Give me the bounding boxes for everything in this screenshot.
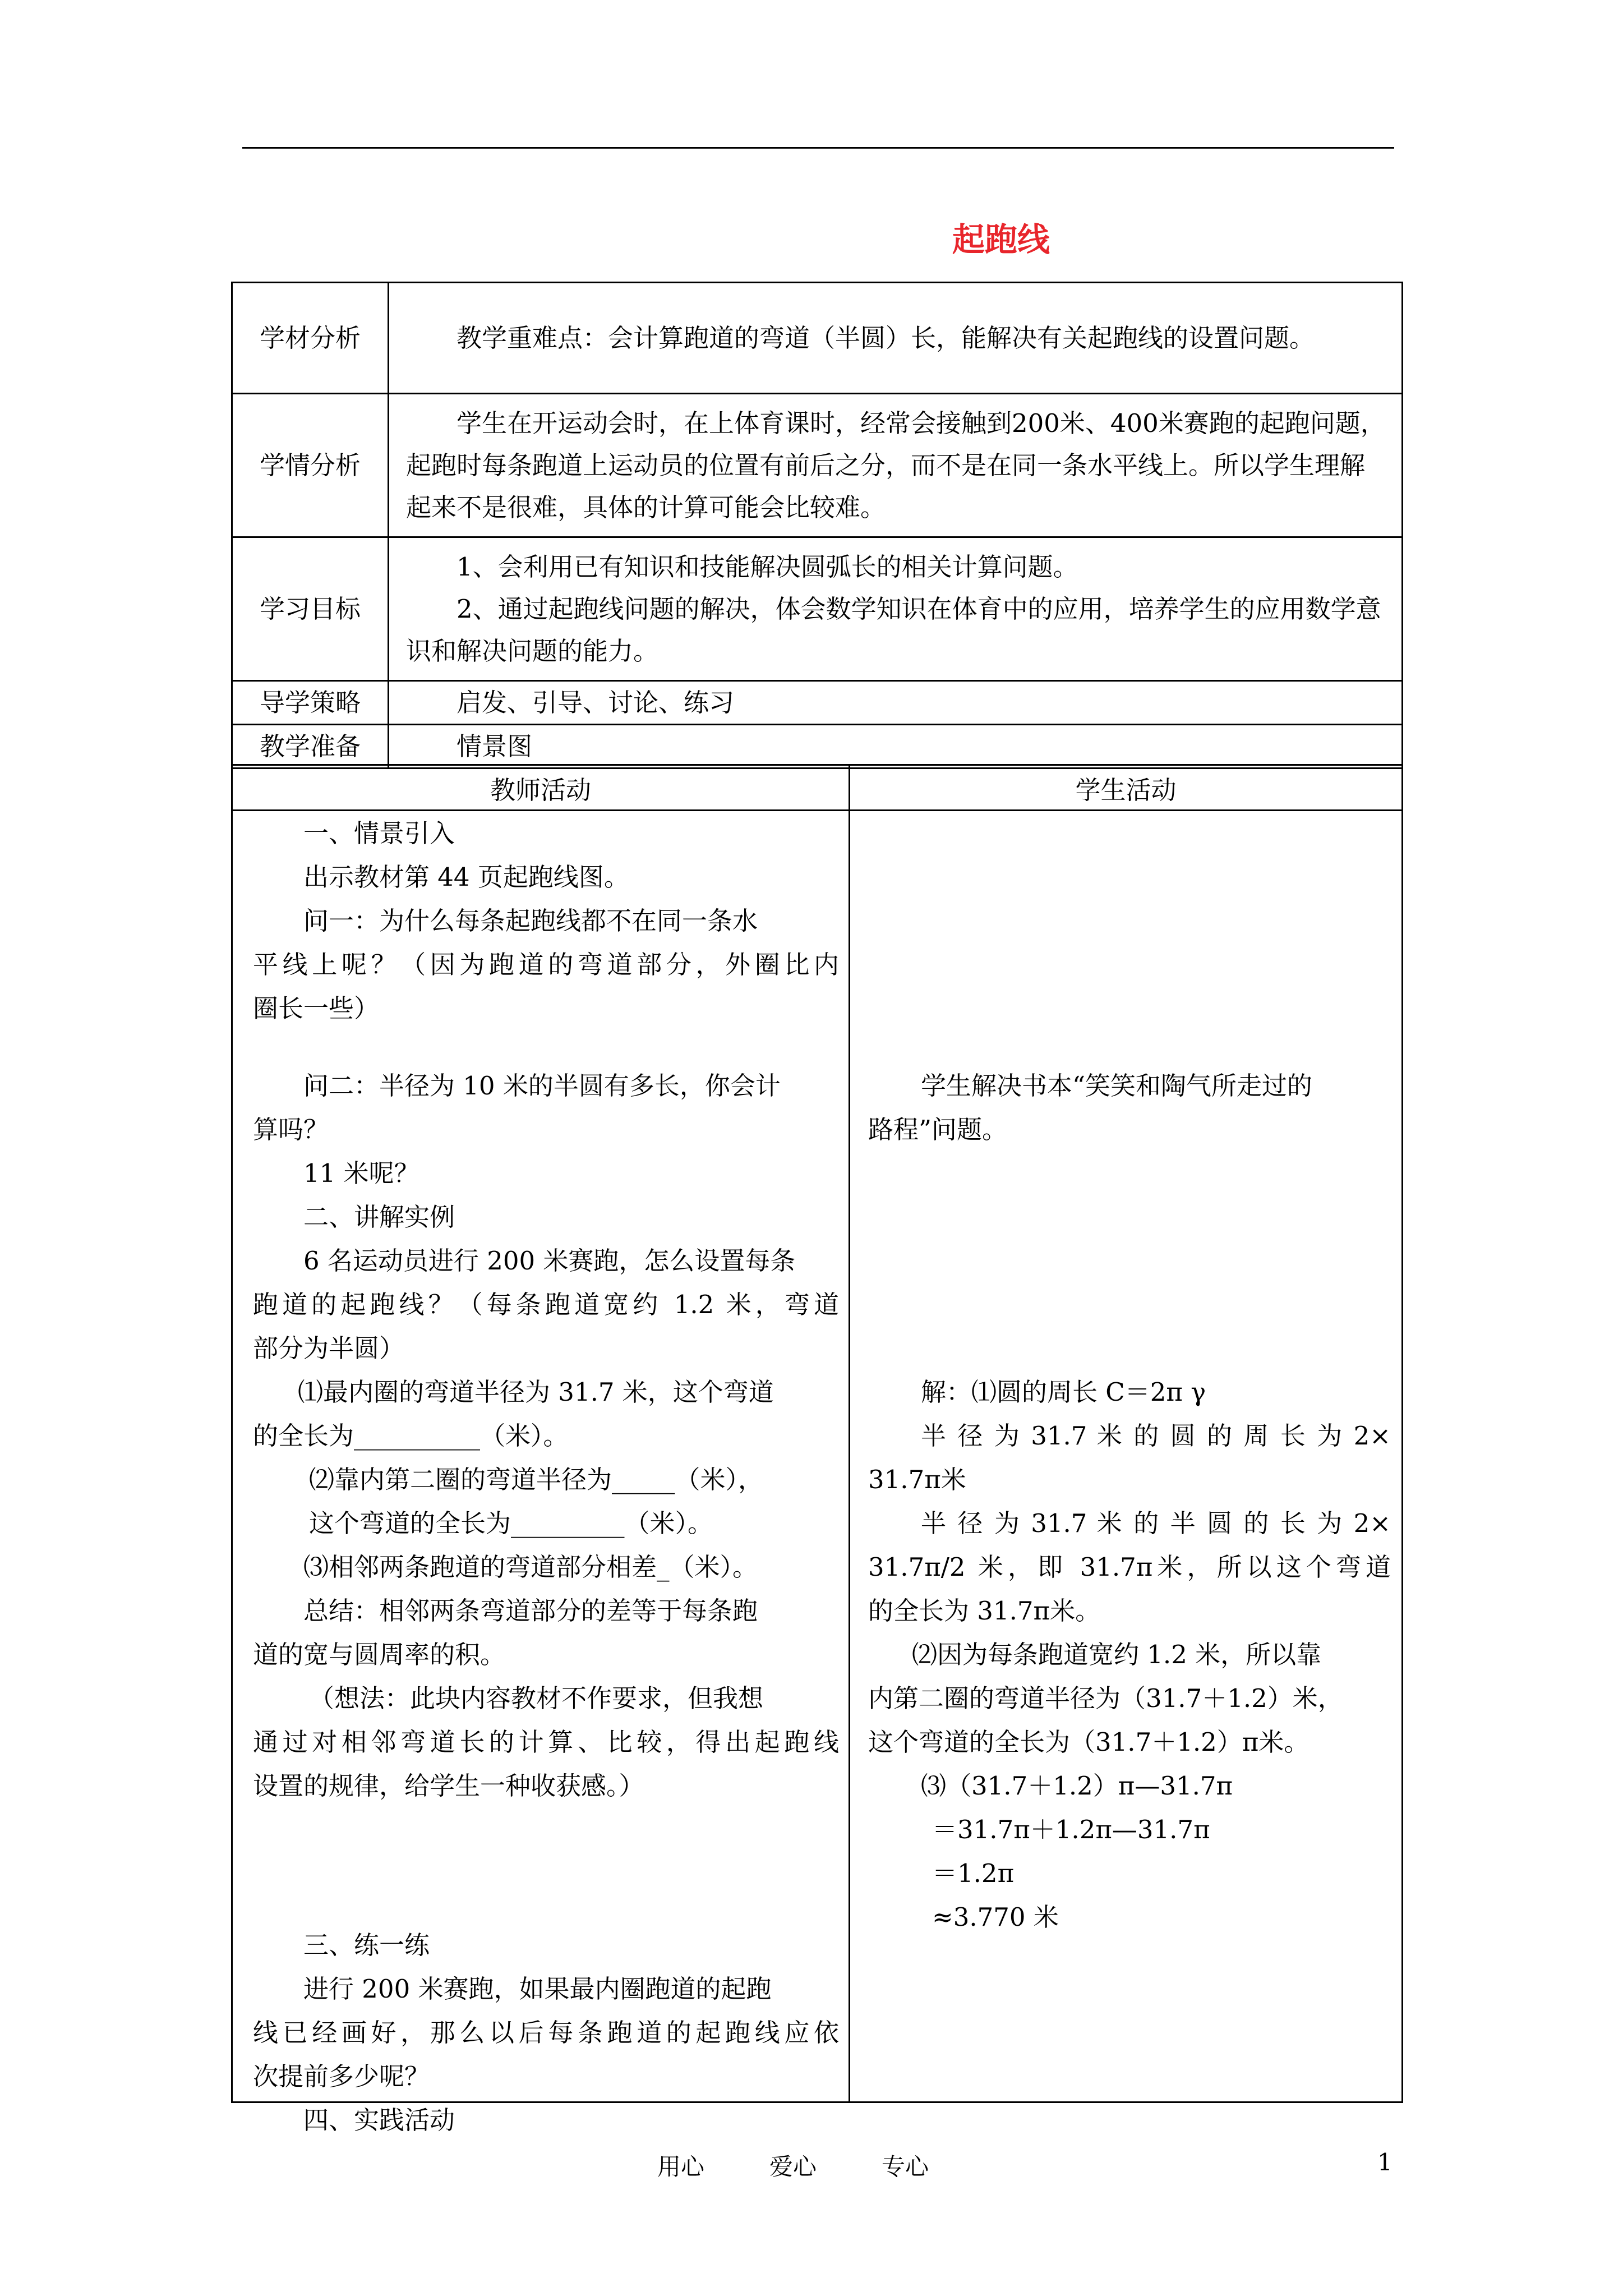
info-row [232,283,1403,394]
teacher-line: 平线上呢？（因为跑道的弯道部分，外圈比内 [253,950,839,979]
student-line: 31.7π/2 米，即 31.7π米，所以这个弯道 [868,1552,1391,1582]
teacher-line: 11 米呢？ [303,1158,419,1188]
teacher-activity-header: 教师活动 [232,765,850,811]
teacher-activity-cell [232,811,850,2135]
student-line: ⑶（31.7＋1.2）π—31.7π [921,1771,1233,1801]
footer-motto: 专心 [882,2153,929,2180]
info-row [232,537,1403,681]
student-activity-header: 学生活动 [850,765,1403,811]
teacher-line: 算吗？ [253,1115,329,1144]
activity-body-row [232,811,1403,2102]
teacher-line: 次提前多少呢？ [253,2062,430,2091]
row-content [389,681,1403,725]
teacher-line: 的全长为__________（米）。 [253,1421,569,1451]
paragraph: 学生在开运动会时，在上体育课时，经常会接触到200米、400米赛跑的起跑问题，起跑时每条跑道上运动员的位置有前后之分，而不是在同一条水平线上。所以学生理解起来不是很难，具体的计算可能会比较难。 [406,408,1386,522]
student-line: ⑵因为每条跑道宽约 1.2 米，所以靠 [912,1640,1322,1669]
student-line: 路程”问题。 [868,1115,1008,1144]
info-row [232,725,1403,769]
page-number: 1 [1377,2148,1393,2176]
teacher-line: 圈长一些） [253,993,380,1023]
row-label: 学情分析 [232,394,389,537]
paragraph: 教学重难点：会计算跑道的弯道（半圆）长，能解决有关起跑线的设置问题。 [457,323,1315,353]
teacher-line: 二、讲解实例 [303,1202,455,1232]
teacher-line: 三、练一练 [303,1930,430,1960]
paragraph: 启发、引导、讨论、练习 [457,688,735,717]
row-content [389,725,1403,769]
activity-header-row [232,765,1403,811]
activity-table [231,764,1403,2135]
teacher-line: 跑道的起跑线？（每条跑道宽约 1.2 米，弯道 [253,1290,839,1319]
footer-motto: 爱心 [769,2153,817,2180]
teacher-line: 进行 200 米赛跑，如果最内圈跑道的起跑 [303,1974,772,2004]
teacher-line: 设置的规律，给学生一种收获感。） [253,1771,644,1801]
row-label: 学习目标 [232,537,389,681]
footer-motto: 用心 [657,2153,705,2180]
student-line: 的全长为 31.7π米。 [868,1596,1101,1626]
row-label: 导学策略 [232,681,389,725]
student-line: 学生解决书本“笑笑和陶气所走过的 [921,1071,1313,1101]
teacher-line: 道的宽与圆周率的积。 [253,1640,506,1669]
teacher-line: ⑴最内圈的弯道半径为 31.7 米，这个弯道 [298,1377,774,1407]
row-content [389,394,1403,537]
teacher-line: ⑶相邻两条跑道的弯道部分相差_（米）。 [303,1552,758,1582]
paragraph: 1、会利用已有知识和技能解决圆弧长的相关计算问题。 [457,552,1078,582]
student-line: 31.7π米 [868,1465,966,1494]
student-line: 半 径 为 31.7 米 的 半 圆 的 长 为 2× [921,1508,1391,1538]
info-row [232,681,1403,725]
page-title: 起跑线 [952,220,1050,259]
student-line: 这个弯道的全长为（31.7＋1.2）π米。 [868,1727,1310,1757]
row-content [389,537,1403,681]
header-rule [242,147,1394,149]
teacher-line: 6 名运动员进行 200 米赛跑，怎么设置每条 [303,1246,796,1276]
info-table [231,282,1403,769]
teacher-line: 四、实践活动 [303,2105,455,2135]
student-line: ＝1.2π [932,1858,1015,1888]
teacher-line: 总结：相邻两条弯道部分的差等于每条跑 [303,1596,758,1626]
paragraph: 2、通过起跑线问题的解决，体会数学知识在体育中的应用，培养学生的应用数学意识和解决问题的能力。 [406,594,1381,666]
teacher-line: 问一：为什么每条起跑线都不在同一条水 [303,906,758,936]
teacher-line: 出示教材第 44 页起跑线图。 [303,862,629,892]
paragraph: 情景图 [457,731,533,761]
teacher-line: 这个弯道的全长为_________（米）。 [309,1508,713,1538]
teacher-line: 问二：半径为 10 米的半圆有多长，你会计 [303,1071,781,1101]
student-line: 半 径 为 31.7 米 的 圆 的 周 长 为 2× [921,1421,1391,1451]
teacher-line: 一、情景引入 [303,818,455,848]
row-content [389,283,1403,394]
teacher-line: （想法：此块内容教材不作要求，但我想 [309,1683,764,1713]
info-row [232,394,1403,537]
teacher-line: ⑵靠内第二圈的弯道半径为_____（米）， [309,1465,764,1494]
teacher-line: 部分为半圆） [253,1333,405,1363]
student-line: ≈3.770 米 [932,1902,1059,1932]
row-label: 学材分析 [232,283,389,394]
teacher-line: 线已经画好，那么以后每条跑道的起跑线应依 [253,2018,839,2047]
student-activity-cell [850,811,1403,2102]
student-line: ＝31.7π＋1.2π—31.7π [932,1815,1210,1844]
student-line: 内第二圈的弯道半径为（31.7＋1.2）米， [868,1683,1343,1713]
teacher-line: 通过对相邻弯道长的计算、比较，得出起跑线 [253,1727,839,1757]
row-label: 教学准备 [232,725,389,769]
student-line: 解：⑴圆的周长 C＝2π γ [921,1377,1206,1407]
